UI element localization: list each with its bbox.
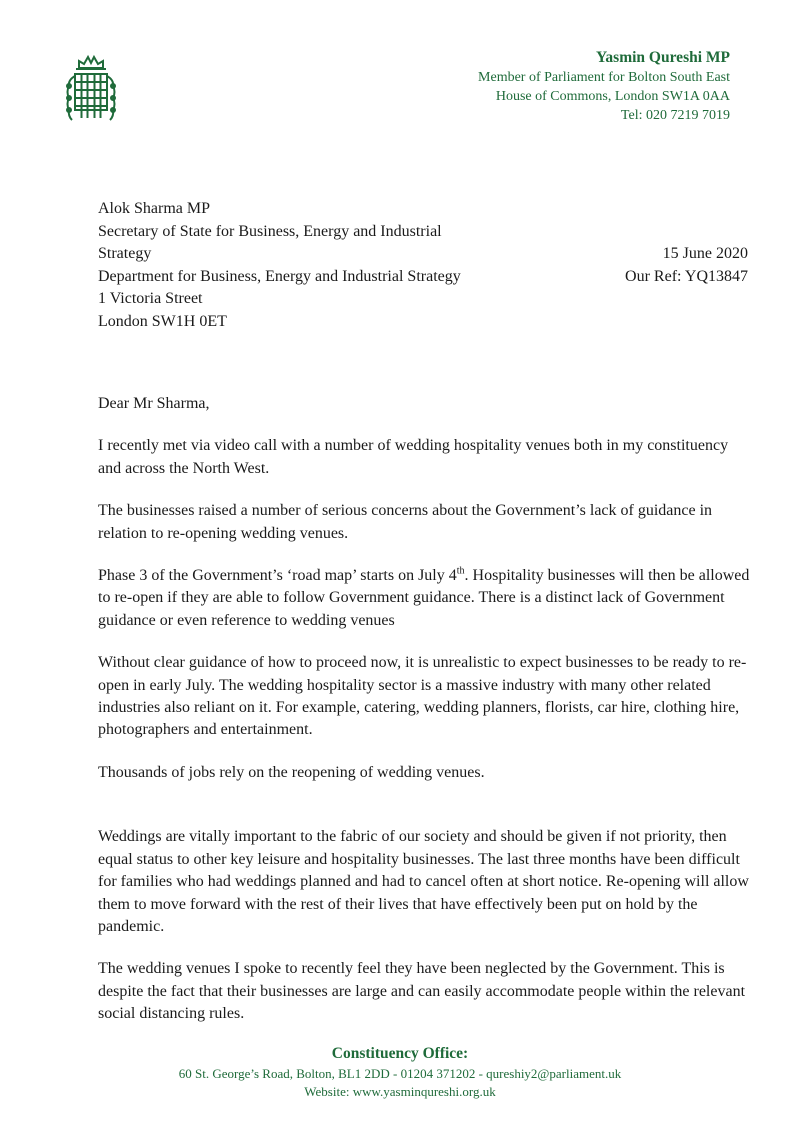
paragraph-7: The wedding venues I spoke to recently feel they have been neglected by the Government. This is despite the fact that their businesses are large and can easily accommodate people within the relevant social distancing rules. [98,960,746,1023]
footer-title: Constituency Office: [331,1045,469,1062]
recipient-name: Alok Sharma MP [98,200,210,217]
date-and-reference [548,243,748,288]
paragraph-3-start: Phase 3 of the Government’s ‘road map’ starts on July 4 [98,567,457,585]
mp-letterhead [330,48,730,125]
mp-name: Yasmin Qureshi MP [595,49,730,66]
mp-telephone: Tel: 020 7219 7019 [620,108,730,123]
mp-address: House of Commons, London SW1A 0AA [495,89,730,104]
salutation: Dear Mr Sharma, [98,395,210,412]
recipient-title-line-1: Secretary of State for Business, Energy and Industrial [98,222,442,240]
paragraph-1: I recently met via video call with a number of wedding hospitality venues both in my constituency and across the North West. [98,437,729,477]
ordinal-suffix: th [456,565,465,577]
letter-body [98,393,750,1026]
mp-role: Member of Parliament for Bolton South East [478,70,730,85]
paragraph-6: Weddings are vitally important to the fabric of our society and should be given if not priority, then equal status to other key leisure and hospitality businesses. The last three months have been difficult for families who had weddings planned and had to cancel often at short notice. Re-opening will allow them to move forward with the rest of their lives that have effectively been put on hold by the pandemic. [98,828,749,935]
recipient-address [98,198,538,333]
letter-reference: Our Ref: YQ13847 [625,267,748,285]
footer-address: 60 St. George’s Road, Bolton, BL1 2DD - 01204 371202 - qureshiy2@parliament.uk [178,1066,622,1081]
recipient-department: Department for Business, Energy and Industrial Strategy [98,267,461,285]
recipient-title-line-2: Strategy [98,245,152,262]
paragraph-3-end: . Hospitality businesses will then be allowed to re-open if they are able to follow Government guidance. There is a distinct lack of Government guidance or even reference to wedding venues [98,567,750,629]
letter-date: 15 June 2020 [662,245,748,262]
constituency-office-footer [0,1043,800,1101]
footer-website: Website: www.yasminqureshi.org.uk [304,1084,496,1099]
recipient-city: London SW1H 0ET [98,312,227,330]
paragraph-5: Thousands of jobs rely on the reopening of wedding venues. [98,763,485,781]
paragraph-4: Without clear guidance of how to proceed now, it is unrealistic to expect businesses to be ready to re-open in early July. The wedding hospitality sector is a massive industry with many other related industries also reliant on it. For example, catering, wedding planners, florists, car hire, clothing hire, photographers and entertainment. [98,654,747,739]
paragraph-3 [98,565,750,632]
paragraph-2: The businesses raised a number of serious concerns about the Government’s lack of guidance in relation to re-opening wedding venues. [98,502,713,542]
recipient-street: 1 Victoria Street [98,290,203,307]
portcullis-icon [62,54,120,122]
